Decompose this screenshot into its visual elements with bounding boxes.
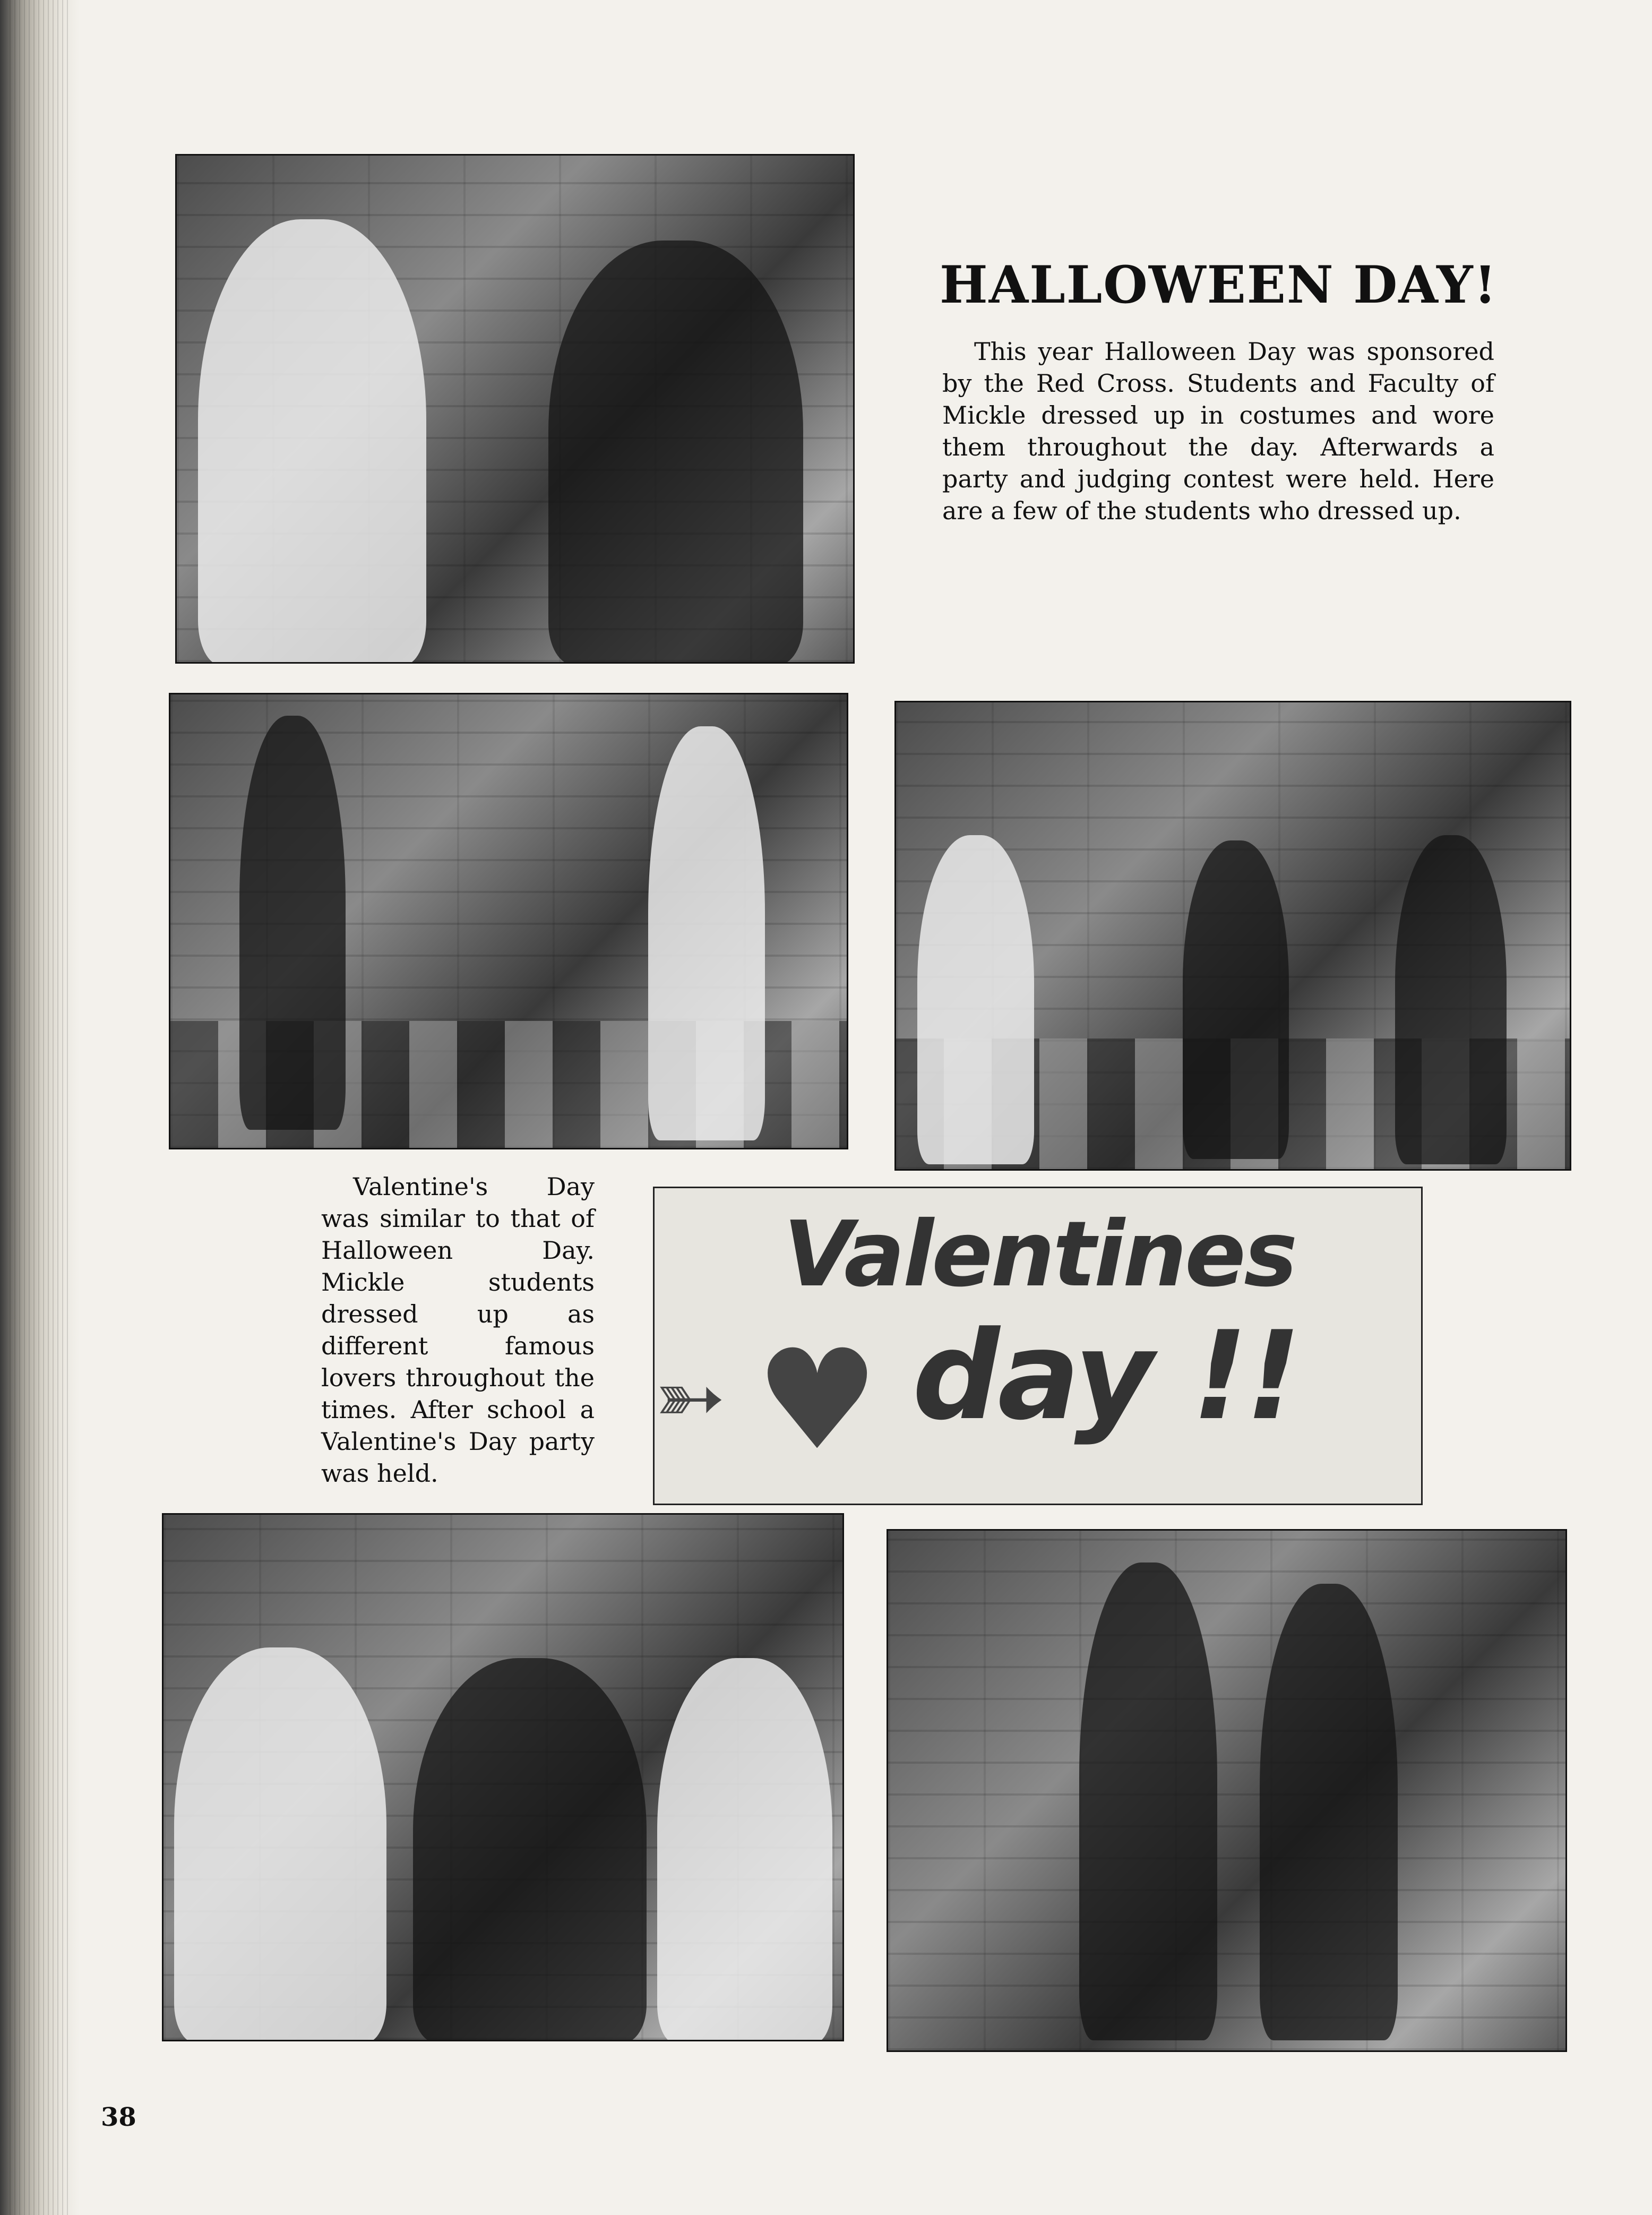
banner-line-1: Valentines: [783, 1202, 1296, 1307]
photo-valentines-banner: [653, 1187, 1423, 1505]
costumed-student-figure: [1395, 835, 1507, 1164]
costumed-student-figure: [413, 1658, 647, 2041]
arrow-icon: ➳: [655, 1347, 726, 1447]
costumed-student-figure: [239, 716, 346, 1130]
costumed-student-figure: [198, 219, 426, 664]
valentine-description: Valentine's Day was similar to that of Halloween Day. Mickle students dressed up as different famous lovers throughout the times. After school a Valentine's Day party was held.: [321, 1172, 595, 1488]
photo-background: [888, 1531, 1565, 2050]
page-number: 38: [101, 2102, 136, 2132]
photo-valentines-costumes-1: [162, 1513, 844, 2041]
photo-valentines-costumes-2: [887, 1529, 1567, 2052]
book-binding: [0, 0, 80, 2215]
heart-icon: ♥: [755, 1320, 880, 1481]
costumed-student-figure: [648, 726, 765, 1140]
costumed-student-figure: [1260, 1584, 1398, 2040]
costumed-student-figure: [1183, 840, 1289, 1159]
costumed-student-figure: [174, 1647, 386, 2041]
page-edges: [10, 0, 68, 2215]
costumed-student-figure: [657, 1658, 832, 2041]
halloween-description: This year Halloween Day was sponsored by the Red Cross. Students and Faculty of Mickle dressed up in costumes and wore them throughout the day. Afterwards a party and judging contest were held. Here are a few of the students who dressed up.: [942, 337, 1494, 525]
photo-halloween-costumes-3: [894, 701, 1571, 1171]
costumed-student-figure: [1079, 1562, 1217, 2040]
costumed-student-figure: [548, 241, 803, 664]
costumed-student-figure: [917, 835, 1034, 1164]
page-title: HALLOWEEN DAY!: [940, 255, 1498, 315]
photo-halloween-costumes-2: [169, 693, 848, 1149]
photo-halloween-costumes-1: [175, 154, 855, 664]
banner-line-2: day !!: [912, 1306, 1300, 1447]
